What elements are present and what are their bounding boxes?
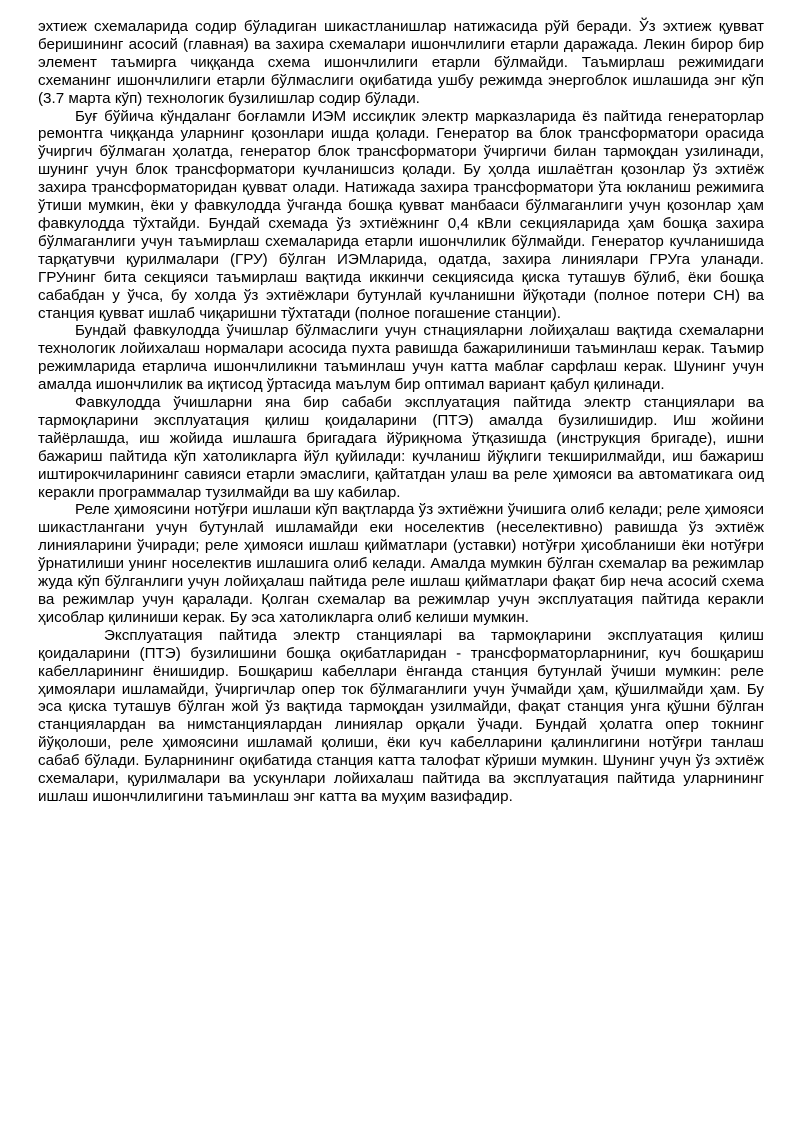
paragraph-continuation: эхтиеж схемаларида содир бўладиган шикастланишлар натижасида рўй беради. Ўз эхтиеж қувват беришининг асосий (главная) ва захира схемалари ишончлилиги етарли даражада. Лекин бирор бир элемент таъмирга чиққанда схема ишончлилиги етарли бўлмайди. Таъмирлаш режимидаги схеманинг ишончлилиги етарли бўлмаслиги оқибатида ушбу режимда энергоблок ишлашида энг кўп (3.7 марта кўп) технологик бузилишлар содир бўлади.	[38, 18, 764, 107]
paragraph-pte-violations: Фавкулодда ўчишларни яна бир сабаби эксплуатация пайтида электр станциялари ва тармоқларини эксплуатация қилиш қоидаларини (ПТЭ) амалда бузилишидир. Иш жойини тайёрлашда, иш жойида ишлашга бригадага йўриқнома ўтқазишда (инструкция бригаде), ишни бажариш пайтида кўп хатоликларга йўл қуйилади: кучланиш йўқлиги текширилмайди, иш бажариш иштирокчиларининг савияси етарли эмаслиги, қайтатдан улаш ва реле ҳимояси ва автоматикага оид керакли программалар тузилмайди ва шу кабилар.	[38, 394, 764, 501]
document-page	[38, 18, 764, 806]
paragraph-cable-fires: Эксплуатация пайтида электр станцияларi ва тармоқларини эксплуатация қилиш қоидаларини (ПТЭ) бузилишини бошқа оқибатларидан - трансформаторларниниг, куч бошқариш кабелларининг ёнишидир. Бошқариш кабеллари ёнганда станция бутунлай ўчиши мумкин: реле ҳимоялари ишламайди, ўчиргичлар опер ток бўлмаганлиги учун ўчмайди ҳам, қўшилмайди ҳам. Бу эса қиска туташув бўлган жой ўз вақтида тармоқдан узилмайди, фақат станция унга қўшни бўлган станциялардан ва нимстанциялардан линиялар орқали ўчади. Бундай ҳолатга опер токнинг йўқолоши, реле ҳимоясини ишламай қолиши, ёки куч кабелларини қалинлигини нотўғри танлаш сабаб бўлади. Буларнининг оқибатида станция катта талофат кўриши мумкин. Шунинг учун ўз эхтиёж схемалари, қурилмалари ва ускунлари лойихалаш пайтида ва эксплуатация пайтида уларнининг ишлаш ишончлилигини таъминлаш энг катта ва муҳим вазифадир.	[38, 626, 764, 805]
paragraph-emergency-prevention: Бундай фавкулодда ўчишлар бўлмаслиги учун стнацияларни лойиҳалаш вақтида схемаларни технологик лойихалаш нормалари асосида пухта равишда бажарилиниши таъминлаш керак. Таъмир режимларида етарлича ишончлиликни таъминлаш учун катта маблағ сарфлаш керак. Шунинг учун амалда ишончлилик ва иқтисод ўртасида маълум бир оптимал вариант қабул қилинади.	[38, 322, 764, 394]
paragraph-steam-cross-links: Буғ бўйича кўндаланг боғламли ИЭМ иссиқлик электр марказларида ёз пайтида генераторлар ремонтга чиққанда уларнинг қозонлари ишда қолади. Генератор ва блок трансформатори орасида ўчиргич бўлмаган ҳолатда, генератор блок трансформатори ўчиргичи билан тармоқдан узилинади, шунинг учун блок трансформатори кучланишсиз қолади. Бу ҳолда ишлаётган қозонлар ўз эхтиёж захира трансформаторидан қувват олади. Натижада захира трансформатори ўта юкланиш режимига ўтиши мумкин, ёки у фавкулодда ўчганда бошқа қувват манбааси бўлмаганлиги учун қозонлар ҳам фавкулодда тўхтайди. Бундай схемада ўз эхтиёжнинг 0,4 кВли секцияларида ҳам бошқа захира бўлмаганлиги учун таъмирлаш схемаларида етарли ишончлилик бўлмайди. Генератор кучланишида тарқатувчи қурилмалари (ГРУ) бўлган ИЭМларида, одатда, захира линиялари ГРУга уланади. ГРУнинг бита секцияси таъмирлаш вақтида иккинчи секциясида қиска туташув бўлиб, ёки бошқа сабабдан у ўчса, бу холда ўз эхтиёжлари бутунлай кучланишни йўқотади (полное потери СН) ва станция қувват ишлаб чиқаришни тўхтатади (полное погашение станции).	[38, 107, 764, 322]
paragraph-relay-protection: Реле ҳимоясини нотўғри ишлаши кўп вақтларда ўз эхтиёжни ўчишига олиб келади; реле ҳимояси шикастлангани учун бутунлай ишламайди еки носелектив (неселективно) равишда ўз эхтиёж линияларини ўчиради; реле ҳимояси ишлаш қийматлари (уставки) нотўғри ҳисобланиши ёки нотўғри ўрнатилиши унинг носелектив ишлашига олиб келади. Амалда мумкин бўлган схемалар ва режимлар жуда кўп бўлганлиги учун лойиҳалаш пайтида реле ишлаш қийматлари фақат бир неча асосий схема ва режимлар учун қаралади. Қолган схемалар ва режимлар учун эксплуатация пайтида керакли ҳисоблар қилиниши керак. Бу эса хатоликларга олиб келиши мумкин.	[38, 501, 764, 626]
